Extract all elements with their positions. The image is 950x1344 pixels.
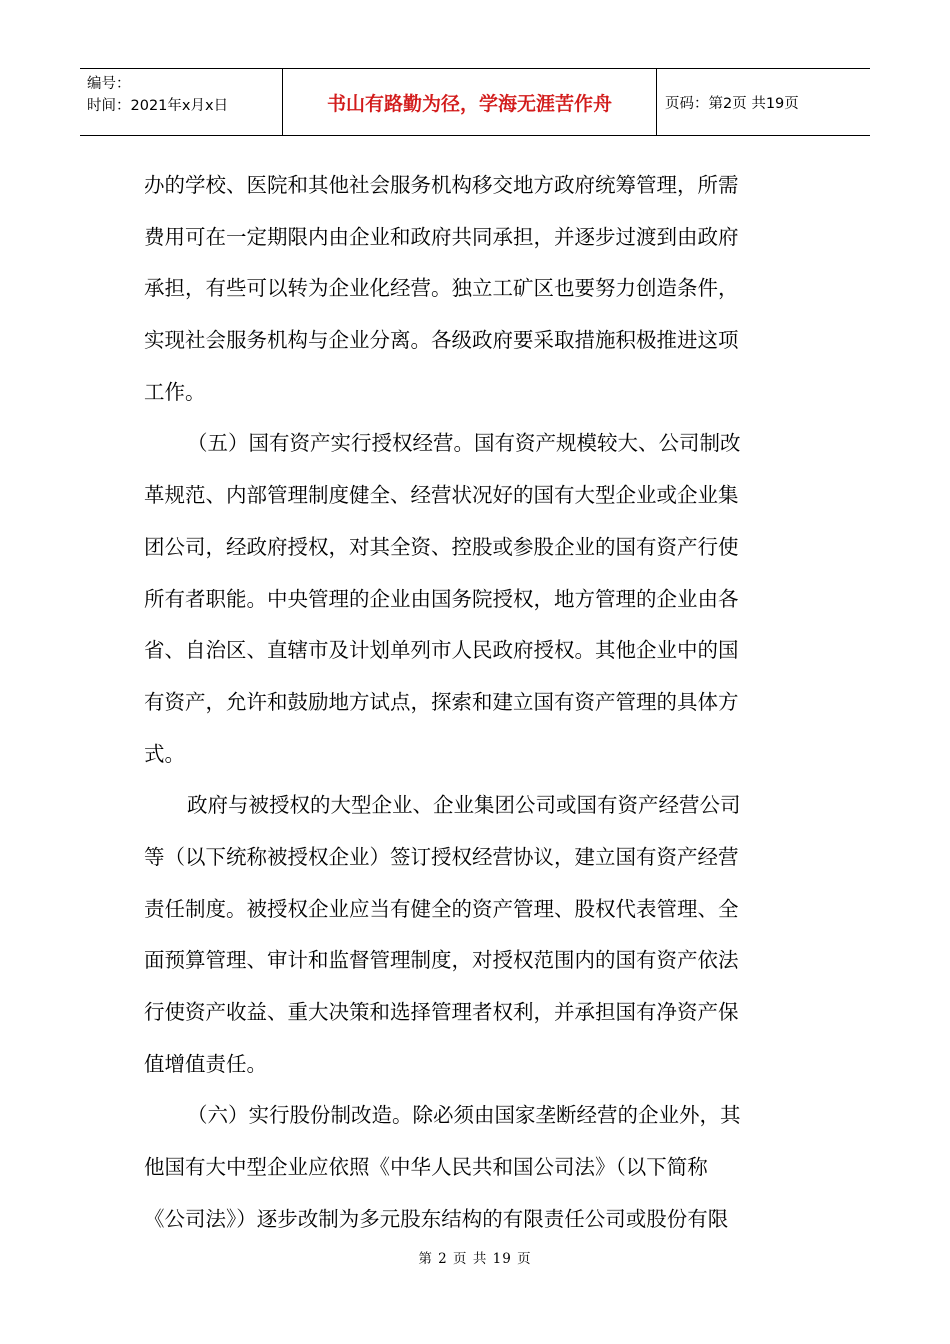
body-line: 承担，有些可以转为企业化经营。独立工矿区也要努力创造条件，	[144, 276, 739, 301]
document-time-label: 时间：2021年x月x日	[87, 98, 229, 114]
body-line: 政府与被授权的大型企业、企业集团公司或国有资产经营公司	[187, 793, 741, 818]
body-line: 行使资产收益、重大决策和选择管理者权利，并承担国有净资产保	[144, 1000, 739, 1024]
body-line: 费用可在一定期限内由企业和政府共同承担，并逐步过渡到由政府	[144, 224, 739, 249]
document-body	[144, 160, 794, 1245]
body-line: 革规范、内部管理制度健全、经营状况好的国有大型企业或企业集	[144, 483, 739, 508]
body-line: （六）实行股份制改造。除必须由国家垄断经营的企业外，其	[187, 1103, 741, 1128]
page-footer: 第 2 页 共 19 页	[418, 1251, 532, 1267]
body-line: 省、自治区、直辖市及计划单列市人民政府授权。其他企业中的国	[144, 638, 739, 663]
document-number-label: 编号：	[87, 76, 131, 92]
body-line: 工作。	[144, 379, 206, 404]
header-page-label: 页码：第2页 共19页	[665, 95, 799, 112]
header-meta-cell	[80, 69, 283, 135]
body-line: （五）国有资产实行授权经营。国有资产规模较大、公司制改	[187, 431, 741, 456]
body-line: 责任制度。被授权企业应当有健全的资产管理、股权代表管理、全	[144, 896, 739, 921]
body-line: 他国有大中型企业应依照《中华人民共和国公司法》（以下简称	[144, 1155, 708, 1180]
body-line: 等（以下统称被授权企业）签订授权经营协议，建立国有资产经营	[144, 844, 739, 869]
document-header-table	[80, 68, 870, 136]
body-line: 团公司，经政府授权，对其全资、控股或参股企业的国有资产行使	[144, 534, 739, 559]
body-line: 面预算管理、审计和监督管理制度，对授权范围内的国有资产依法	[144, 948, 739, 973]
body-line: 式。	[144, 741, 185, 766]
body-line: 值增值责任。	[144, 1051, 267, 1076]
body-line: 《公司法》）逐步改制为多元股东结构的有限责任公司或股份有限	[144, 1206, 729, 1231]
header-motto: 书山有路勤为径，学海无涯苦作舟	[283, 69, 657, 135]
body-line: 办的学校、医院和其他社会服务机构移交地方政府统筹管理，所需	[144, 173, 739, 197]
body-line: 所有者职能。中央管理的企业由国务院授权，地方管理的企业由各	[144, 586, 739, 611]
body-line: 有资产，允许和鼓励地方试点，探索和建立国有资产管理的具体方	[144, 689, 739, 714]
body-line: 实现社会服务机构与企业分离。各级政府要采取措施积极推进这项	[144, 328, 739, 353]
